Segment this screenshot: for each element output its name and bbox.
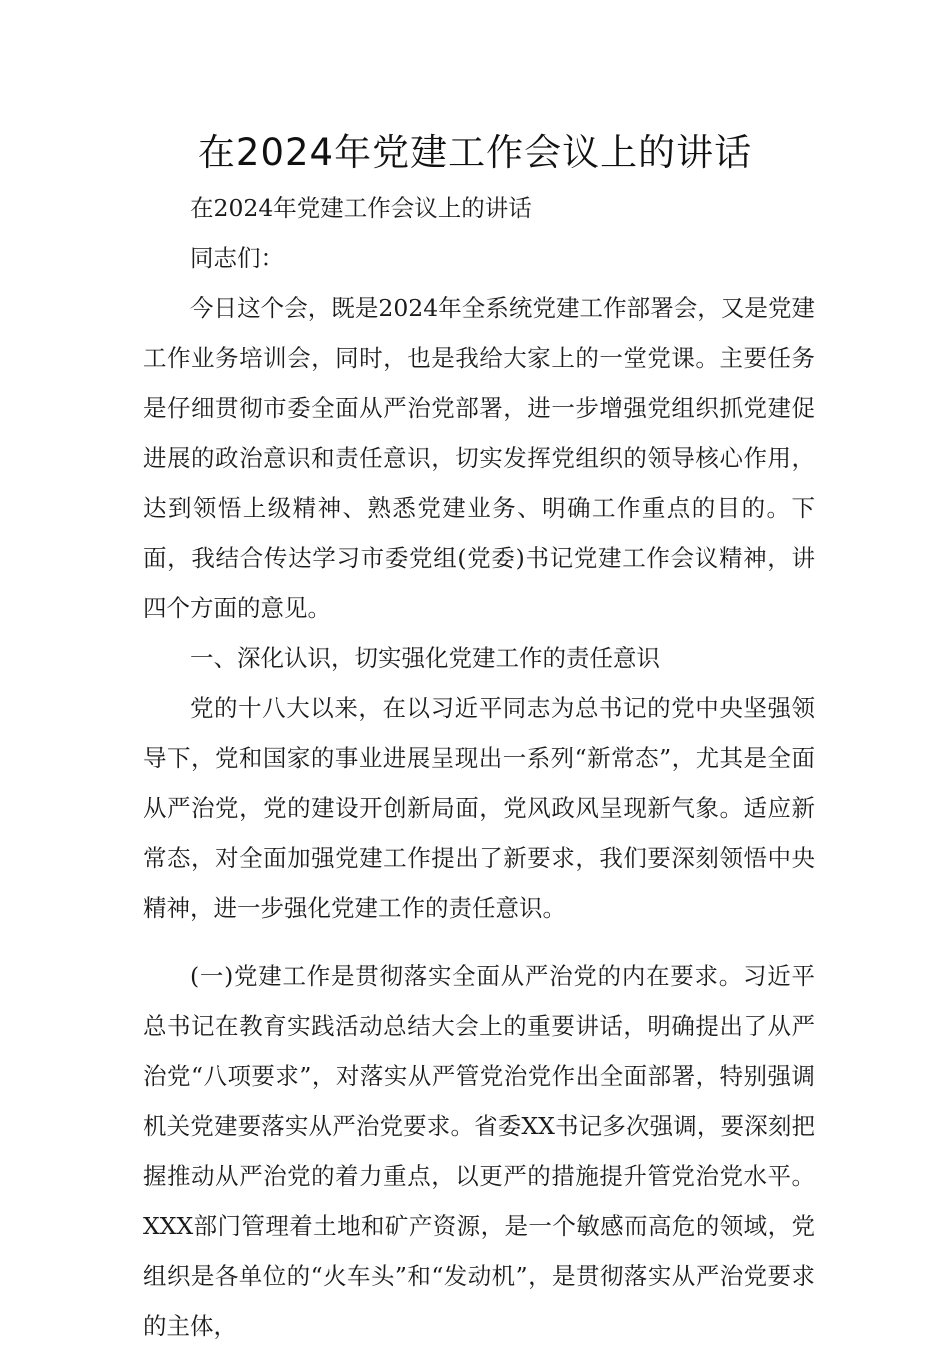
salutation-paragraph: 同志们： [190,244,284,272]
document-body [143,183,815,1351]
subtitle-paragraph: 在2024年党建工作会议上的讲话 [190,194,532,222]
document-title: 在2024年党建工作会议上的讲话 [197,131,753,174]
intro-paragraph: 今日这个会，既是2024年全系统党建工作部署会，又是党建工作业务培训会，同时，也是我给大家上的一堂党课。主要任务是仔细贯彻市委全面从严治党部署，进一步增强党组织抓党建促进展的政治意识和责任意识，切实发挥党组织的领导核心作用，达到领悟上级精神、熟悉党建业务、明确工作重点的目的。下面，我结合传达学习市委党组(党委)书记党建工作会议精神，讲四个方面的意见。 [143,294,815,622]
section-paragraph: 党的十八大以来，在以习近平同志为总书记的党中央坚强领导下，党和国家的事业进展呈现出一系列“新常态”，尤其是全面从严治党，党的建设开创新局面，党风政风呈现新气象。适应新常态，对全面加强党建工作提出了新要求，我们要深刻领悟中央精神，进一步强化党建工作的责任意识。 [143,694,815,922]
section-heading: 一、深化认识，切实强化党建工作的责任意识 [190,644,660,672]
subsection-paragraph: (一)党建工作是贯彻落实全面从严治党的内在要求。习近平总书记在教育实践活动总结大会上的重要讲话，明确提出了从严治党“八项要求”，对落实从严管党治党作出全面部署，特别强调机关党建要落实从严治党要求。省委XX书记多次强调，要深刻把握推动从严治党的着力重点，以更严的措施提升管党治党水平。XXX部门管理着土地和矿产资源，是一个敏感而高危的领域，党组织是各单位的“火车头”和“发动机”，是贯彻落实从严治党要求的主体， [143,962,815,1340]
